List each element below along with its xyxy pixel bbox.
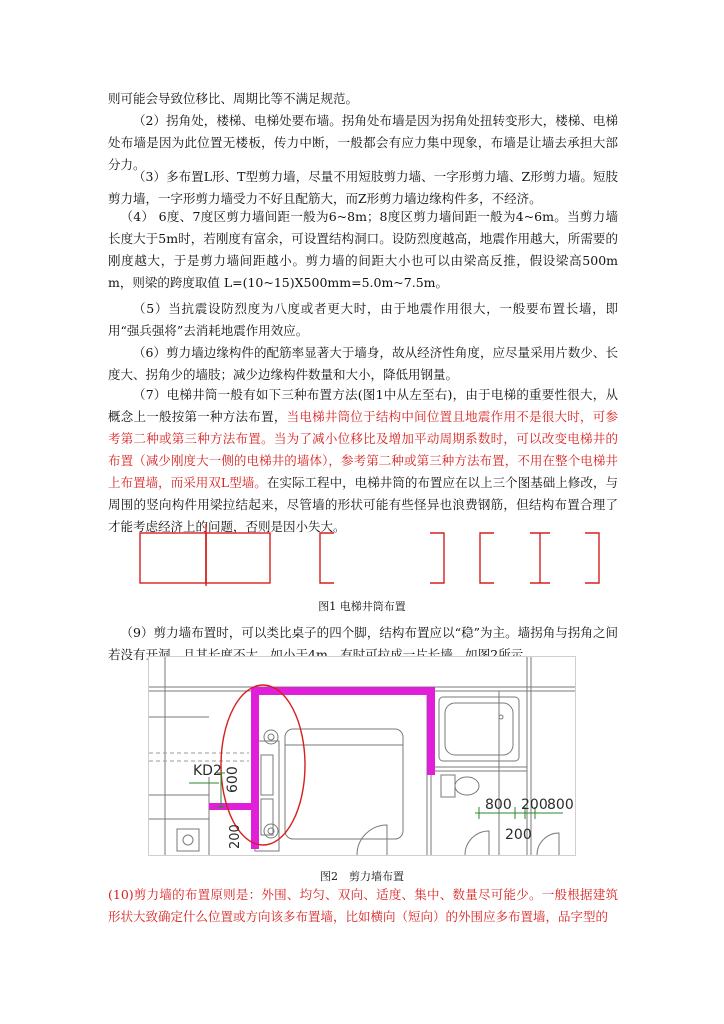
paragraph-continuation: 则可能会导致位移比、周期比等不满足规范。: [108, 91, 359, 106]
door-swing-bathroom: [465, 831, 489, 855]
paragraph-7-highlight: 当电梯井筒位于结构中间位置且地震作用不是很大时，可参考第二种或第三种方法布置。当为了减小位移比及增加平动周期系数时，可以改变电梯井的布置（减少刚度大一侧的电梯井的墙体），参考第二种或第三种方法布置，不用在整个电梯井上布置墙，而采用双L型墙。: [108, 409, 618, 490]
paragraph-4: （4） 6度、7度区剪力墙间距一般为6~8m；8度区剪力墙间距一般为4~6m。当剪力墙长度大于5m时，若刚度有富余，可设置结构洞口。设防烈度越高，地震作用越大，所需要的刚度越大，于是剪力墙间距越小。剪力墙的间距大小也可以由梁高反推，假设梁高500mm，则梁的跨度取值 L=(10~15)X500mm=5.0m~7.5m。: [108, 209, 618, 290]
figure-2-shear-wall-plan: [148, 656, 576, 856]
dim-200-mid: 200: [521, 797, 548, 813]
shear-wall-vertical-right: [427, 687, 435, 775]
paragraph-3: （3）多布置L形、T型剪力墙，尽量不用短肢剪力墙、一字形剪力墙、Z形剪力墙。短肢剪力墙，一字形剪力墙受力不好且配筋大，而Z形剪力墙边缘构件多，不经济。: [108, 169, 618, 206]
highlight-ellipse: [221, 685, 305, 845]
label-kd2: KD2: [193, 763, 222, 779]
paragraph-7-text-b: 在实际工程中，电梯井筒的布置应在以上三个图基础上修改，与周围的竖向构件用梁拉结起来，尽管墙的形状可能有些怪异也浪费钢筋，但结构布置合理了才能考虑经济上的问题，否则是因小失大。: [108, 475, 618, 534]
dim-800-a: 800: [485, 797, 512, 813]
hatch-lines: [149, 753, 249, 761]
dim-600: 600: [225, 766, 241, 793]
lamp-bottom: [264, 824, 278, 838]
figure-1-caption: 图1 电梯井筒布置: [318, 600, 406, 613]
shaft-1-right-box: [206, 533, 270, 583]
dim-200-bottom: 200: [505, 827, 532, 843]
paragraph-9: （9）剪力墙布置时，可以类比桌子的四个脚，结构布置应以“稳”为主。墙拐角与拐角之间若没有开洞，且其长度不大，如小于4m，有时可拉成一片长墙。如图2所示。: [108, 625, 618, 662]
paragraph-5: （5）当抗震设防烈度为八度或者更大时，由于地震作用很大，一般要布置长墙，即用“强兵强将”去消耗地震作用效应。: [108, 301, 618, 338]
toilet-bowl: [455, 777, 479, 795]
paragraph-2: （2）拐角处，楼梯、电梯处要布墙。拐角处布墙是因为拐角处扭转变形大，楼梯、电梯处布墙是因为此位置无楼板，传力中断，一般都会有应力集中现象，布墙是让墙去承担大部分力。: [108, 113, 618, 172]
figure-2-caption: 图2 剪力墙布置: [320, 870, 404, 883]
dim-800-b: 800: [547, 797, 574, 813]
shaft-3-left-l-wall: [480, 533, 494, 583]
toilet-tank: [441, 775, 455, 797]
paragraph-6: （6）剪力墙边缘构件的配筋率显著大于墙身，故从经济性角度，应尽量采用片数少、长度大、拐角少的墙肢；减少边缘构件数量和大小，降低用钢量。: [108, 345, 618, 382]
door-swing-right: [537, 833, 559, 855]
shaft-2-right-bracket: [430, 533, 444, 583]
figure-1-elevator-shaft-diagram: [138, 522, 608, 588]
lamp-top: [264, 730, 278, 744]
shear-wall-stub-left: [209, 803, 259, 810]
paragraph-7-text-a: （7）电梯井筒一般有如下三种布置方法(图1中从左至右)，由于电梯的重要性很大，从概念上一般按第一种方法布置，: [108, 387, 618, 424]
door-swing-bedroom: [357, 825, 387, 855]
paragraph-7: [108, 384, 618, 538]
shaft-1-left-box: [140, 533, 206, 583]
paragraph-10: (10)剪力墙的布置原则是：外围、均匀、双向、适度、集中、数量尽可能少。一般根据建筑形状大致确定什么位置或方向该多布置墙，比如横向（短向）的外围应多布置墙，品字型的: [108, 887, 618, 924]
bathtub-outline: [439, 697, 519, 761]
shaft-3-right-l-wall: [585, 533, 599, 583]
shaft-2-left-bracket: [320, 533, 334, 583]
shear-wall-vertical-left: [251, 687, 259, 849]
sink: [177, 829, 199, 851]
dim-200-left: 200: [228, 824, 243, 849]
